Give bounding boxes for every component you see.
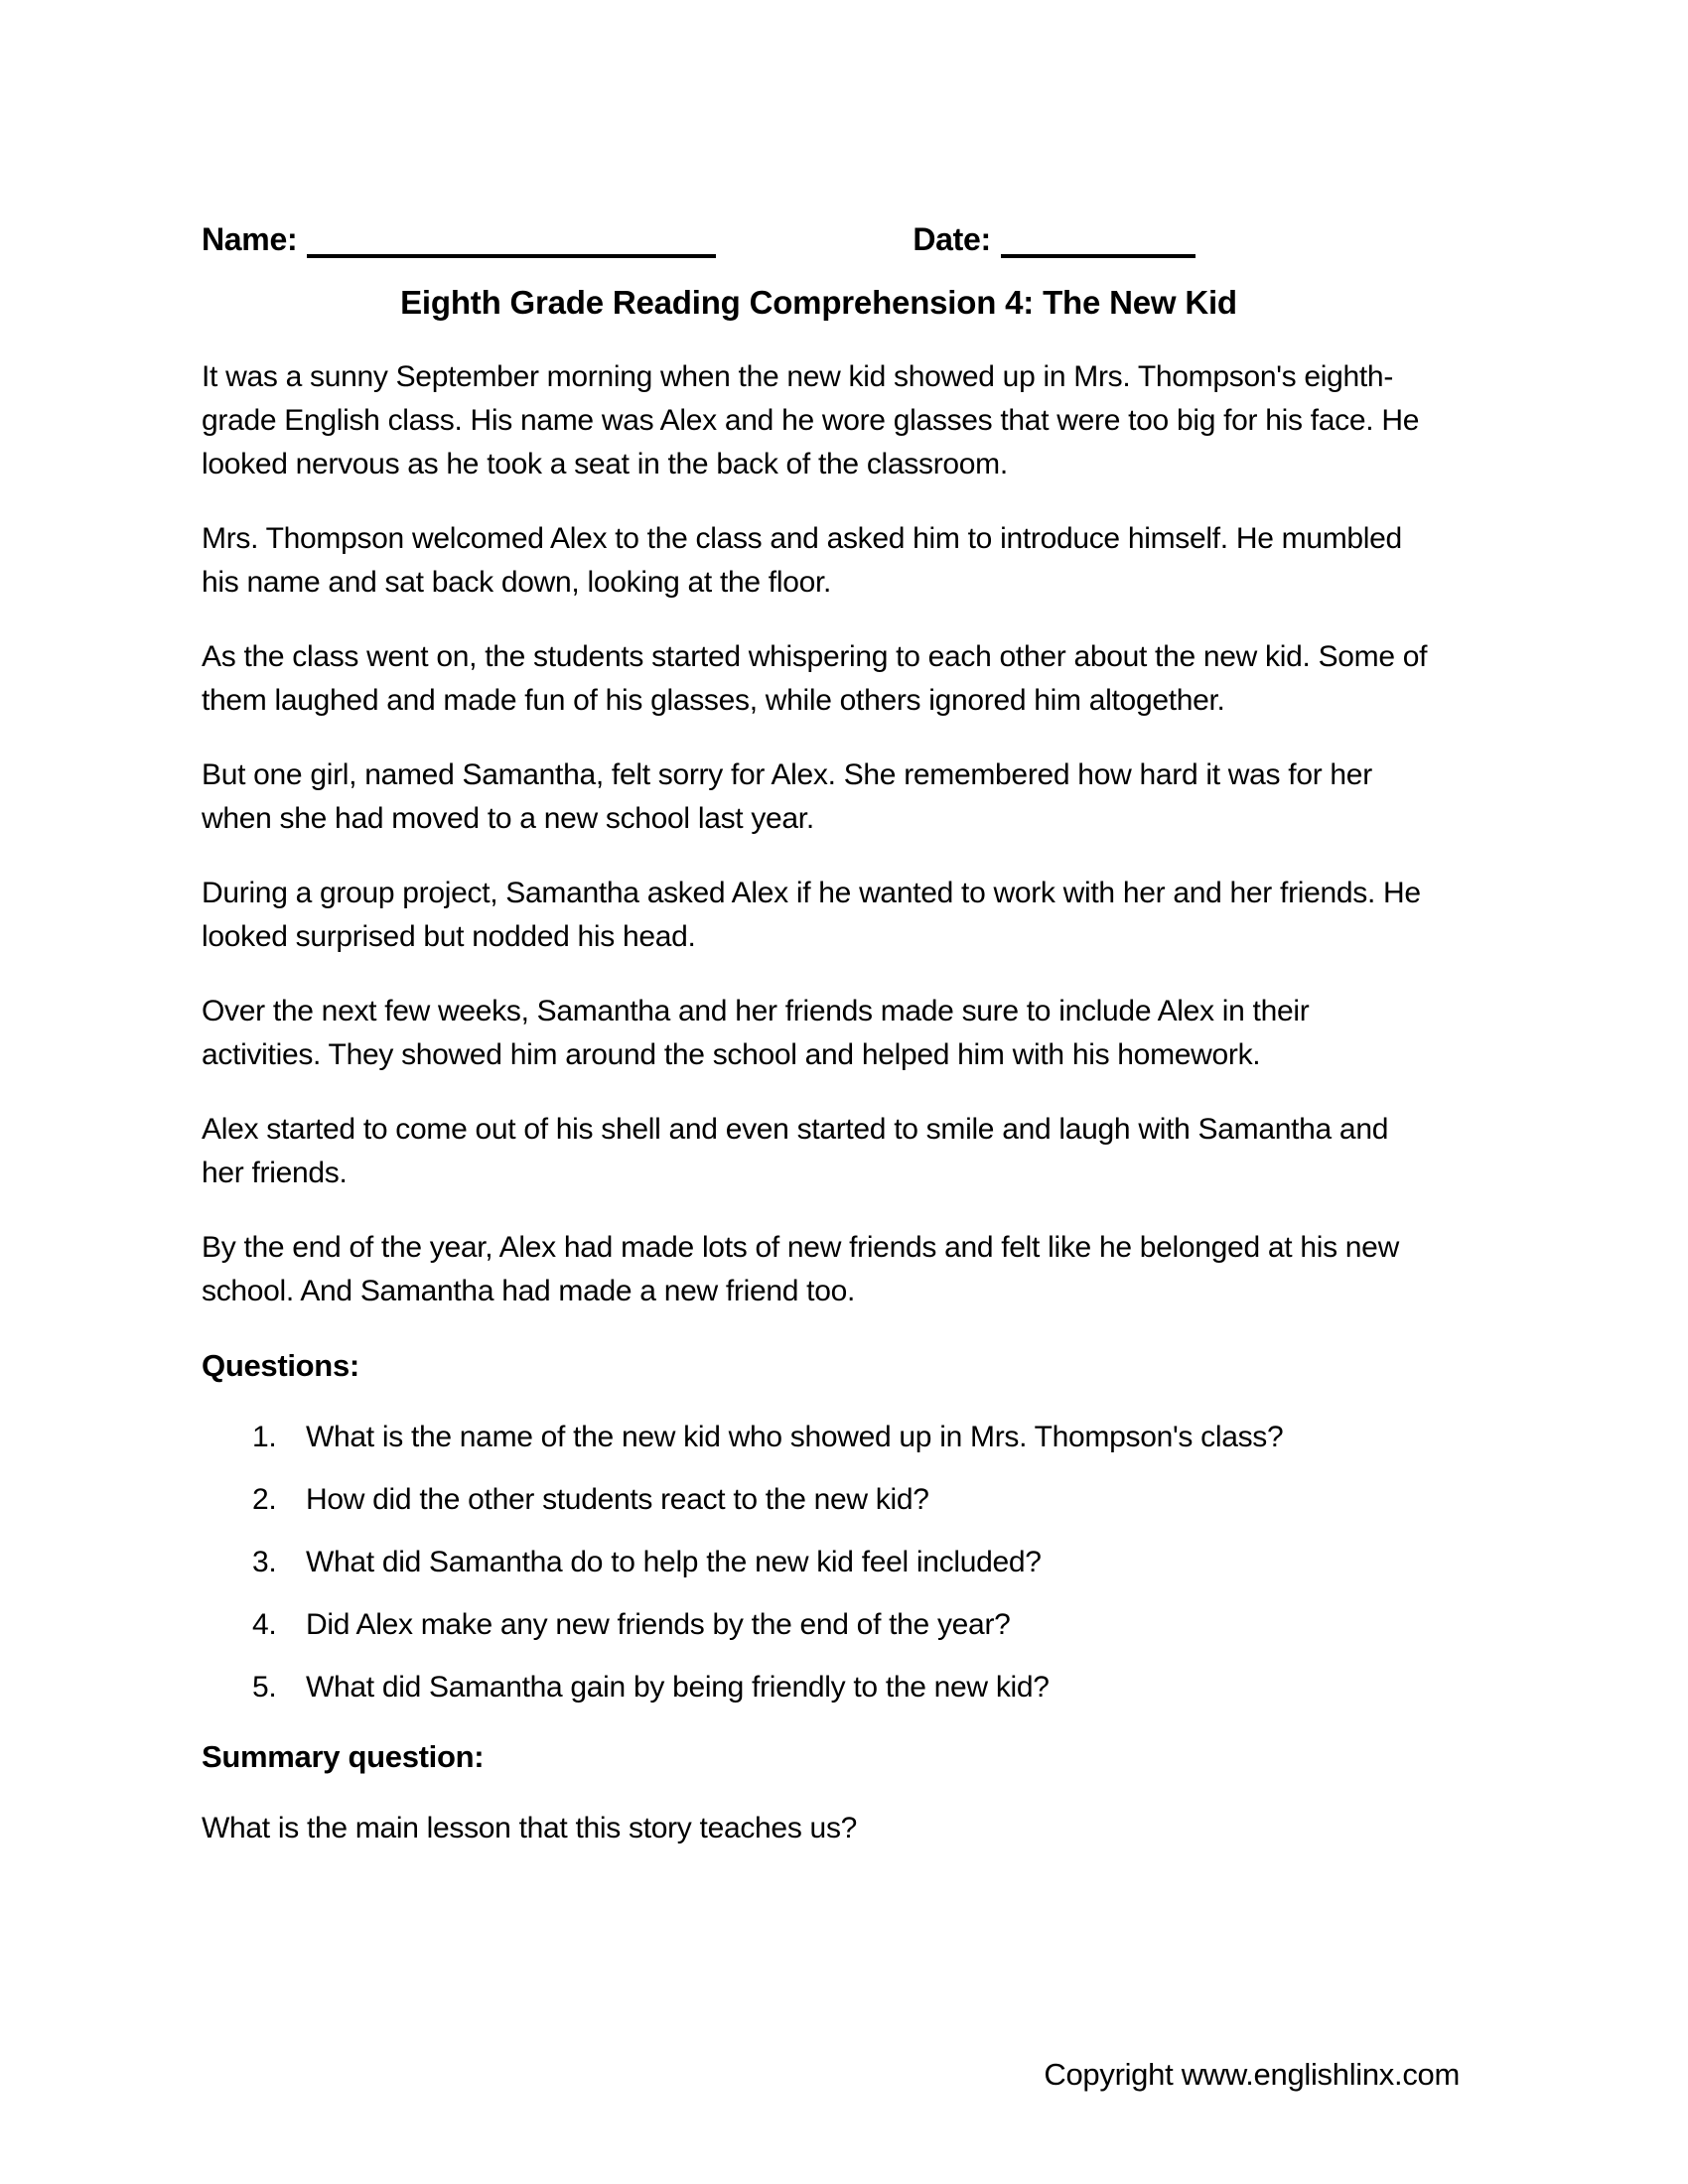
story-paragraph-7: Alex started to come out of his shell and even started to smile and laugh with Samantha and her friends.	[202, 1113, 1389, 1189]
story-paragraph-8: By the end of the year, Alex had made lots of new friends and felt like he belonged at his new school. And Samantha had made a new friend too.	[202, 1231, 1399, 1307]
question-text: Did Alex make any new friends by the end of the year?	[306, 1608, 1011, 1641]
summary-heading: Summary question:	[202, 1739, 485, 1774]
date-group	[913, 218, 1196, 258]
date-label: Date:	[913, 221, 991, 257]
question-item-5	[202, 1666, 1436, 1709]
question-number: 5.	[252, 1671, 277, 1704]
question-number: 1.	[252, 1421, 277, 1453]
page-title: Eighth Grade Reading Comprehension 4: The New Kid	[400, 284, 1237, 321]
question-text: What did Samantha do to help the new kid feel included?	[306, 1546, 1042, 1578]
story-paragraph-3: As the class went on, the students started whispering to each other about the new kid. Some of them laughed and made fun of his glasses, while others ignored him altogether.	[202, 640, 1428, 717]
story-paragraph-6: Over the next few weeks, Samantha and her friends made sure to include Alex in their activities. They showed him around the school and helped him with his homework.	[202, 995, 1310, 1071]
story-section	[202, 355, 1436, 1313]
story-paragraph-2: Mrs. Thompson welcomed Alex to the class and asked him to introduce himself. He mumbled his name and sat back down, looking at the floor.	[202, 522, 1402, 599]
questions-heading: Questions:	[202, 1348, 359, 1383]
story-paragraph-4: But one girl, named Samantha, felt sorry for Alex. She remembered how hard it was for her when she had moved to a new school last year.	[202, 758, 1372, 835]
date-blank-line	[1001, 218, 1196, 258]
question-text: What is the name of the new kid who showed up in Mrs. Thompson's class?	[306, 1421, 1284, 1453]
story-paragraph-1: It was a sunny September morning when the new kid showed up in Mrs. Thompson's eighth-grade English class. His name was Alex and he wore glasses that were too big for his face. He looked nervous as he took a seat in the back of the classroom.	[202, 360, 1420, 480]
name-label: Name:	[202, 221, 298, 257]
name-blank-line	[307, 218, 716, 258]
question-item-3	[202, 1541, 1436, 1584]
worksheet-content	[202, 210, 1436, 1850]
question-item-4	[202, 1603, 1436, 1647]
questions-list	[202, 1416, 1436, 1709]
question-item-1	[202, 1416, 1436, 1459]
footer-copyright: Copyright www.englishlinx.com	[1044, 2057, 1460, 2092]
question-text: What did Samantha gain by being friendly to the new kid?	[306, 1671, 1050, 1704]
story-paragraph-5: During a group project, Samantha asked Alex if he wanted to work with her and her friends. He looked surprised but nodded his head.	[202, 877, 1421, 953]
question-item-2	[202, 1478, 1436, 1522]
question-number: 3.	[252, 1546, 277, 1578]
question-number: 2.	[252, 1483, 277, 1516]
question-number: 4.	[252, 1608, 277, 1641]
header-row	[202, 210, 1436, 258]
question-text: How did the other students react to the new kid?	[306, 1483, 929, 1516]
summary-question: What is the main lesson that this story teaches us?	[202, 1812, 858, 1844]
